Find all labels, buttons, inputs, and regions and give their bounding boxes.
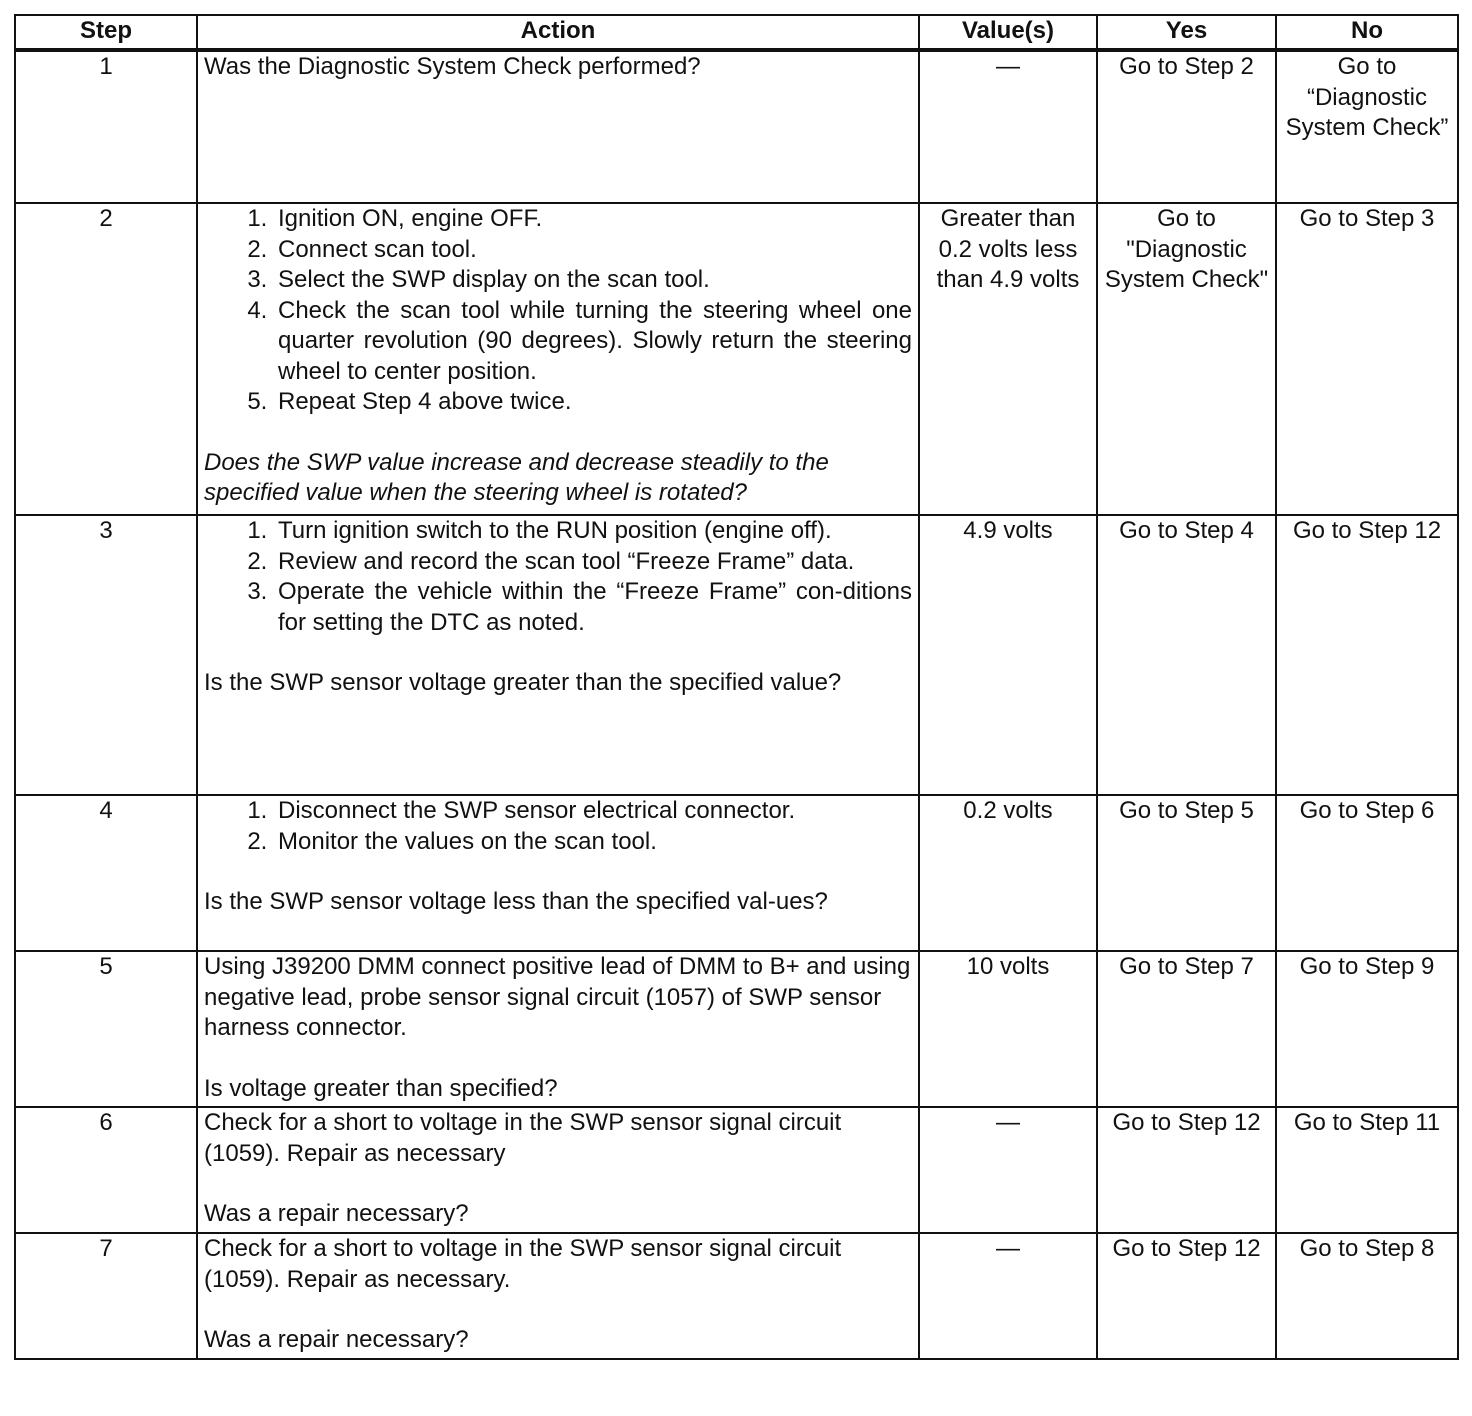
header-values: Value(s): [919, 15, 1097, 50]
no-cell: Go to Step 6: [1276, 795, 1458, 951]
table-row: [15, 1107, 1458, 1233]
header-row: [15, 15, 1458, 50]
yes-cell: Go to "Diagnostic System Check": [1097, 203, 1276, 515]
action-cell: [197, 515, 919, 795]
action-question: Is voltage greater than specified?: [204, 1074, 558, 1102]
no-cell: Go to Step 11: [1276, 1107, 1458, 1233]
action-text: Check for a short to voltage in the SWP sensor signal circuit (1059). Repair as necessary: [204, 1109, 842, 1167]
substep: 1. Disconnect the SWP sensor electrical connector.: [274, 796, 912, 827]
action-text: Was the Diagnostic System Check performed?: [204, 53, 701, 80]
no-cell: Go to Step 9: [1276, 951, 1458, 1107]
yes-cell: Go to Step 4: [1097, 515, 1276, 795]
action-question: Is the SWP sensor voltage greater than the specified value?: [204, 669, 842, 696]
value-cell: —: [919, 1233, 1097, 1359]
table-row: [15, 203, 1458, 515]
header-yes: Yes: [1097, 15, 1276, 50]
action-question: Does the SWP value increase and decrease steadily to the specified value when the steering wheel is rotated?: [204, 448, 829, 506]
action-cell: [197, 1233, 919, 1359]
substep-list: [204, 796, 912, 857]
substep: 3. Operate the vehicle within the “Freeze Frame” con-ditions for setting the DTC as noted.: [274, 577, 912, 638]
step-number: 2: [15, 203, 197, 515]
table-row: [15, 951, 1458, 1107]
value-cell: 10 volts: [919, 951, 1097, 1107]
substep-list: [204, 204, 912, 418]
step-number: 6: [15, 1107, 197, 1233]
header-no: No: [1276, 15, 1458, 50]
no-cell: Go to Step 3: [1276, 203, 1458, 515]
step-number: 7: [15, 1233, 197, 1359]
substep: 2. Connect scan tool.: [274, 235, 912, 266]
action-question: Was a repair necessary?: [204, 1200, 469, 1227]
action-cell: [197, 203, 919, 515]
action-cell: [197, 951, 919, 1107]
step-number: 1: [15, 50, 197, 203]
action-text: Using J39200 DMM connect positive lead of DMM to B+ and using negative lead, probe sensor signal circuit (1057) of SWP sensor harness connector.: [204, 953, 911, 1041]
yes-cell: Go to Step 7: [1097, 951, 1276, 1107]
table-row: [15, 515, 1458, 795]
no-cell: Go to Step 12: [1276, 515, 1458, 795]
diagnostic-table: [14, 14, 1459, 1360]
action-cell: [197, 50, 919, 203]
yes-cell: Go to Step 2: [1097, 50, 1276, 203]
value-cell: —: [919, 1107, 1097, 1233]
table-row: [15, 50, 1458, 203]
step-number: 5: [15, 951, 197, 1107]
substep: 5. Repeat Step 4 above twice.: [274, 387, 912, 418]
value-cell: 4.9 volts: [919, 515, 1097, 795]
yes-cell: Go to Step 12: [1097, 1233, 1276, 1359]
substep: 1. Ignition ON, engine OFF.: [274, 204, 912, 235]
step-number: 3: [15, 515, 197, 795]
yes-cell: Go to Step 5: [1097, 795, 1276, 951]
substep: 2. Review and record the scan tool “Freeze Frame” data.: [274, 547, 912, 578]
value-cell: —: [919, 50, 1097, 203]
action-question: Is the SWP sensor voltage less than the specified val-ues?: [204, 888, 828, 915]
substep: 1. Turn ignition switch to the RUN position (engine off).: [274, 516, 912, 547]
substep: 4. Check the scan tool while turning the steering wheel one quarter revolution (90 degrees). Slowly return the steering wheel to center position.: [274, 296, 912, 388]
no-cell: Go to Step 8: [1276, 1233, 1458, 1359]
action-question: Was a repair necessary?: [204, 1326, 469, 1353]
no-cell: Go to “Diagnostic System Check”: [1276, 50, 1458, 203]
action-cell: [197, 795, 919, 951]
header-step: Step: [15, 15, 197, 50]
substep: 3. Select the SWP display on the scan tool.: [274, 265, 912, 296]
table-row: [15, 1233, 1458, 1359]
value-cell: Greater than 0.2 volts less than 4.9 volts: [919, 203, 1097, 515]
header-action: Action: [197, 15, 919, 50]
table-row: [15, 795, 1458, 951]
substep-list: [204, 516, 912, 638]
yes-cell: Go to Step 12: [1097, 1107, 1276, 1233]
step-number: 4: [15, 795, 197, 951]
value-cell: 0.2 volts: [919, 795, 1097, 951]
action-cell: [197, 1107, 919, 1233]
substep: 2. Monitor the values on the scan tool.: [274, 827, 912, 858]
action-text: Check for a short to voltage in the SWP sensor signal circuit (1059). Repair as necessary.: [204, 1235, 842, 1293]
